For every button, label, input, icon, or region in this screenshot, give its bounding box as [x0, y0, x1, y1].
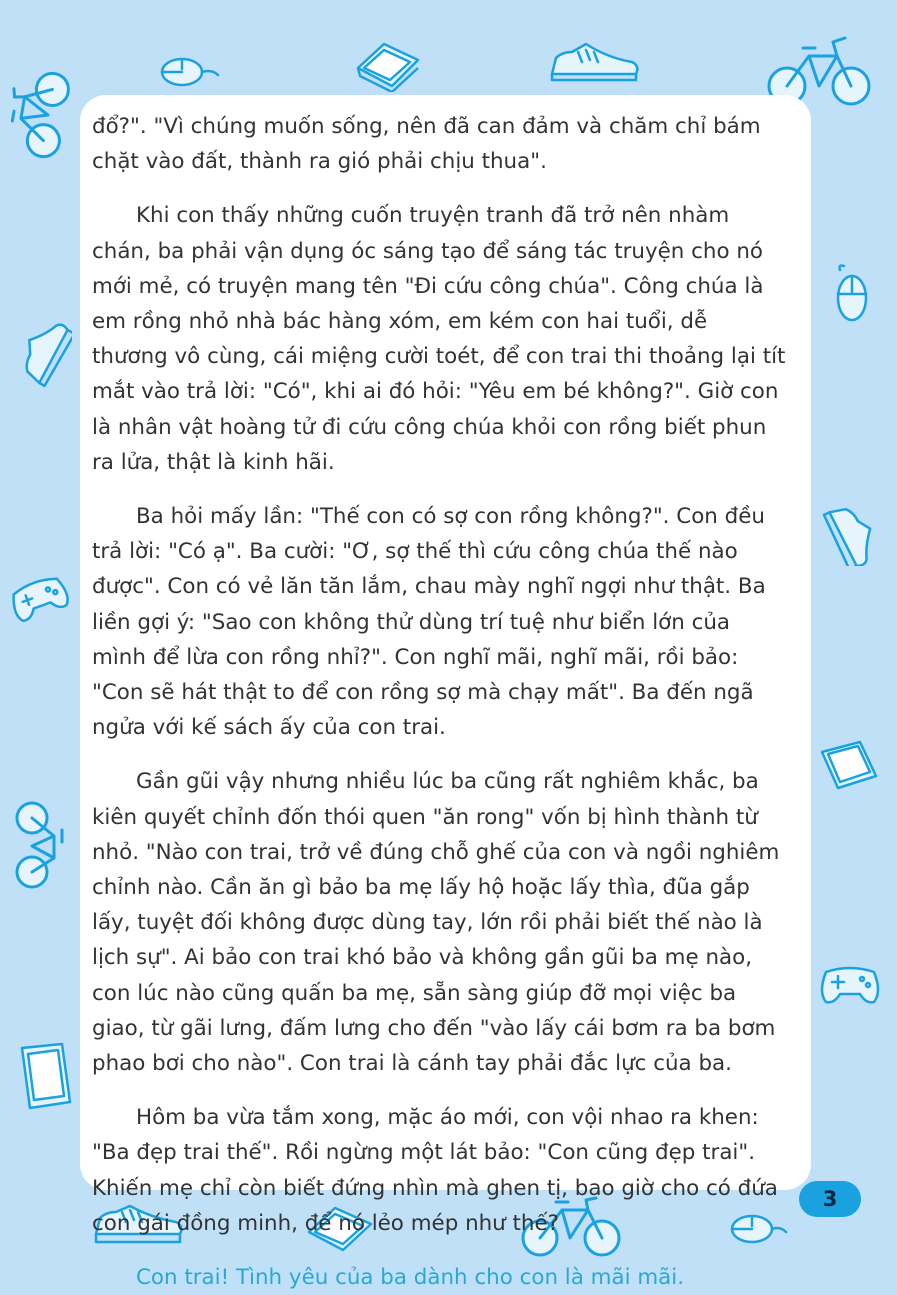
paragraph: Khi con thấy những cuốn truyện tranh đã trở nên nhàm chán, ba phải vận dụng óc sáng tạo để sáng tác truyện cho nó mới mẻ, có truyện mang tên "Đi cứu công chúa". Công chúa là em rồng nhỏ nhà bác hàng xóm, em kém con hai tuổi, dễ thương vô cùng, cái miệng cười toét, để con trai thi thoảng lại tít mắt vào trả lời: "Có", khi ai đó hỏi: "Yêu em bé không?". Giờ con là nhân vật hoàng tử đi cứu công chúa khỏi con rồng biết phun ra lửa, thật là kinh hãi.: [92, 203, 786, 475]
bicycle-icon: [2, 62, 82, 167]
computer-mouse-icon: [830, 262, 874, 324]
tablet-icon: [818, 738, 880, 794]
closing-line: Con trai! Tình yêu của ba dành cho con là mãi mãi.: [136, 1265, 685, 1291]
tablet-icon: [18, 1040, 74, 1114]
game-controller-icon: [818, 962, 882, 1012]
sneaker-icon: [18, 322, 72, 388]
content-card: [80, 95, 811, 1291]
game-controller-icon: [8, 570, 70, 624]
page-number-badge: 3: [799, 1181, 861, 1217]
paragraph: Hôm ba vừa tắm xong, mặc áo mới, con vội nhao ra khen: "Ba đẹp trai thế". Rồi ngừng một lát bảo: "Con cũng đẹp trai". Khiến mẹ chỉ còn biết đứng nhìn mà ghen tị, bao giờ cho có đứa con gái đồng minh, để nó lẻo mép như thế?: [92, 1105, 778, 1236]
tablet-icon: [352, 38, 424, 92]
sneaker-icon: [822, 500, 876, 566]
paragraph: Gần gũi vậy nhưng nhiều lúc ba cũng rất nghiêm khắc, ba kiên quyết chỉnh đốn thói quen "ăn rong" vốn bị hình thành từ nhỏ. "Nào con trai, trở về đúng chỗ ghế của con và ngồi nghiêm chỉnh nào. Cần ăn gì bảo ba mẹ lấy hộ hoặc lấy thìa, đũa gắp lấy, tuyệt đối không được dùng tay, lớn rồi phải biết thế nào là lịch sự". Ai bảo con trai khó bảo và không gần gũi ba mẹ nào, con lúc nào cũng quấn ba mẹ, sẵn sàng giúp đỡ mọi việc ba giao, từ gãi lưng, đấm lưng cho đến "vào lấy cái bơm ra ba bơm phao bơi cho nào". Con trai là cánh tay phải đắc lực của ba.: [92, 769, 780, 1077]
sneaker-icon: [548, 40, 640, 86]
paragraph: Ba hỏi mấy lần: "Thế con có sợ con rồng không?". Con đều trả lời: "Có ạ". Ba cười: "Ơ, sợ thế thì cứu công chúa thế nào được". Con có vẻ lăn tăn lắm, chau mày nghĩ ngợi như thật. Ba liền gợi ý: "Sao con không thử dùng trí tuệ như biển lớn của mình để lừa con rồng nhỉ?". Con nghĩ mãi, nghĩ mãi, rồi bảo: "Con sẽ hát thật to để con rồng sợ mà chạy mất". Ba đến ngã ngửa với kế sách ấy của con trai.: [92, 504, 766, 741]
paragraph: đổ?". "Vì chúng muốn sống, nên đã can đảm và chăm chỉ bám chặt vào đất, thành ra gió phải chịu thua".: [92, 114, 761, 175]
bicycle-icon: [10, 800, 70, 892]
computer-mouse-icon: [160, 55, 220, 89]
